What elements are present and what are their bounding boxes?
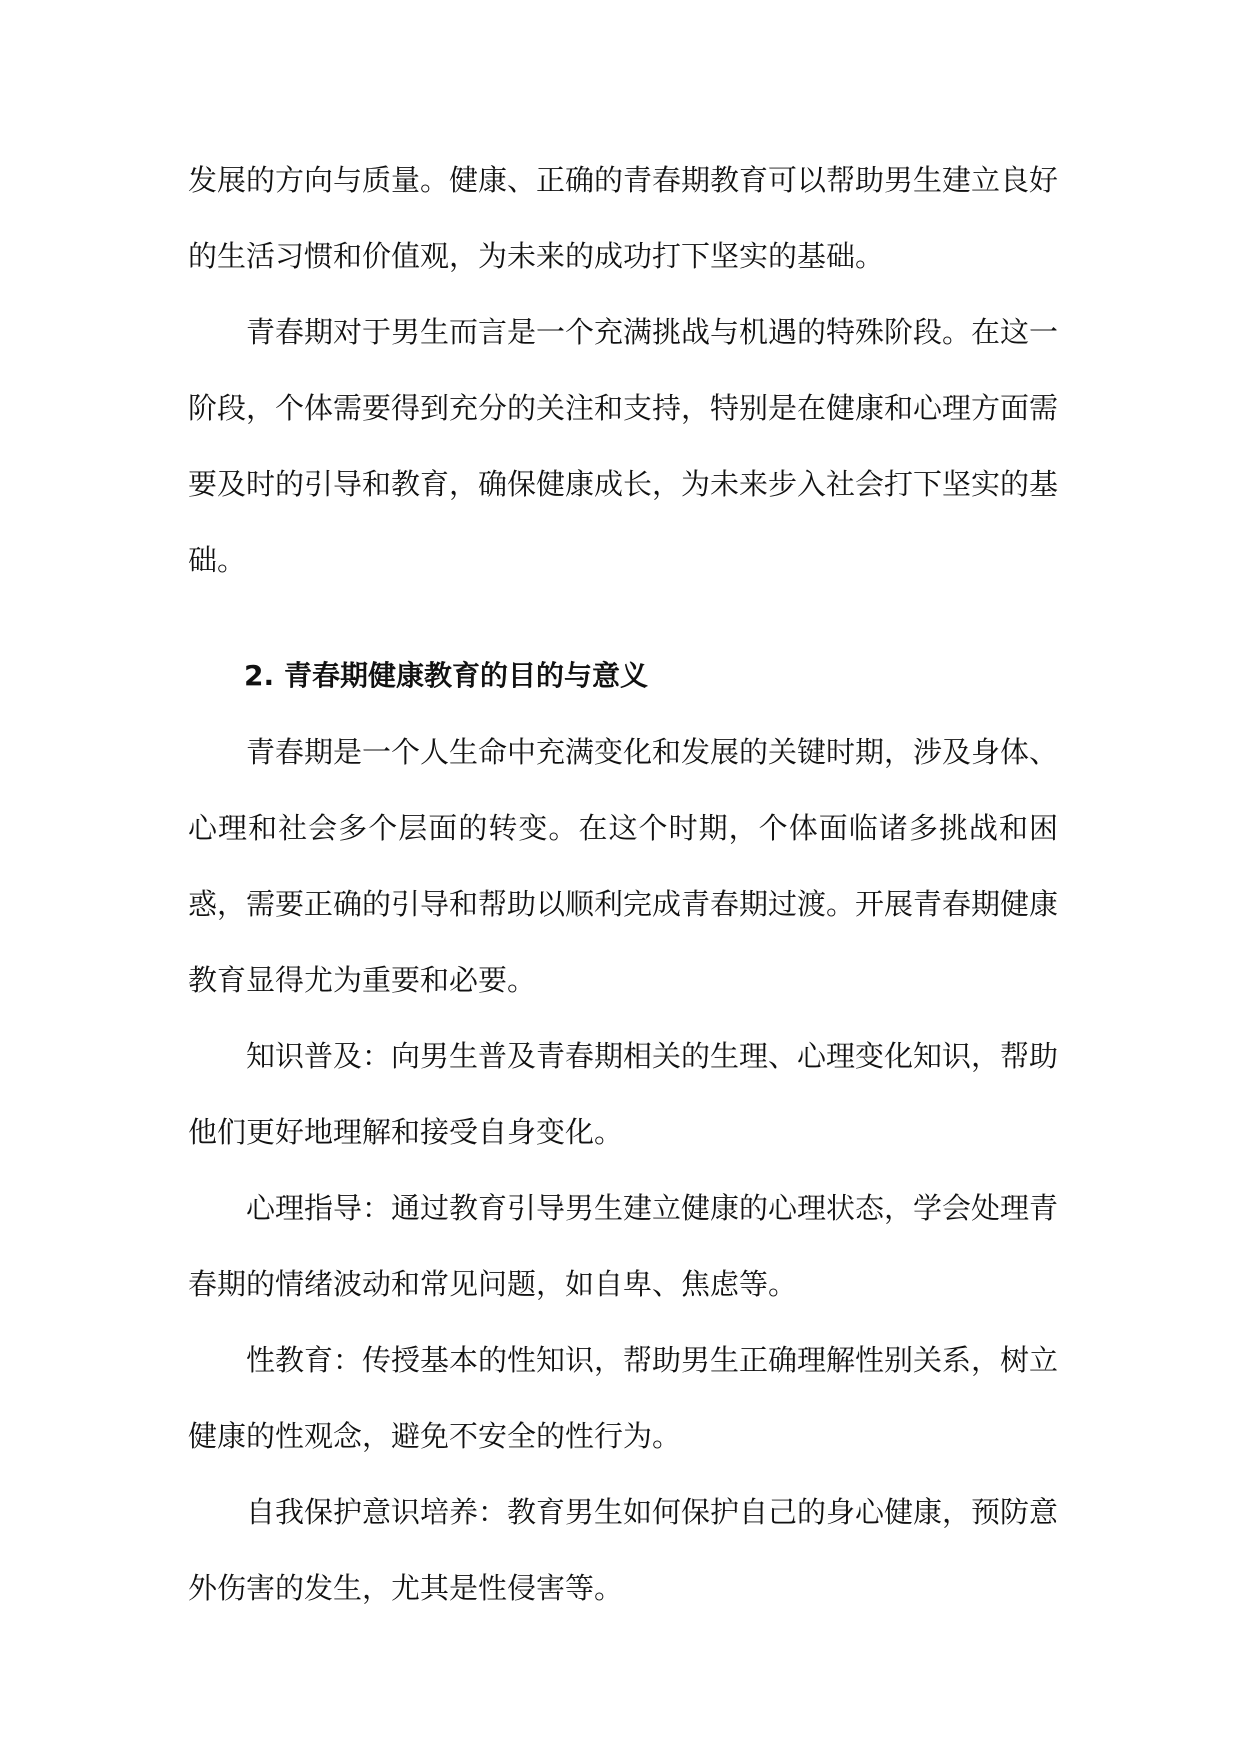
paragraph-self-protection: 自我保护意识培养：教育男生如何保护自己的身心健康，预防意外伤害的发生，尤其是性侵害等。: [188, 1495, 1059, 1605]
paragraph: 青春期对于男生而言是一个充满挑战与机遇的特殊阶段。在这一阶段，个体需要得到充分的关注和支持，特别是在健康和心理方面需要及时的引导和教育，确保健康成长，为未来步入社会打下坚实的基础。: [188, 315, 1059, 577]
paragraph-sex-education: 性教育：传授基本的性知识，帮助男生正确理解性别关系，树立健康的性观念，避免不安全的性行为。: [188, 1343, 1059, 1453]
paragraph: 青春期是一个人生命中充满变化和发展的关键时期，涉及身体、心理和社会多个层面的转变。在这个时期，个体面临诸多挑战和困惑，需要正确的引导和帮助以顺利完成青春期过渡。开展青春期健康教育显得尤为重要和必要。: [188, 735, 1059, 997]
document-body: [188, 142, 1058, 1626]
section-number: 2.: [244, 659, 275, 692]
paragraph-continuation: 发展的方向与质量。健康、正确的青春期教育可以帮助男生建立良好的生活习惯和价值观，为未来的成功打下坚实的基础。: [188, 163, 1059, 273]
section-heading: [188, 638, 1058, 714]
paragraph-psychology: 心理指导：通过教育引导男生建立健康的心理状态，学会处理青春期的情绪波动和常见问题，如自卑、焦虑等。: [188, 1191, 1059, 1301]
paragraph-knowledge: 知识普及：向男生普及青春期相关的生理、心理变化知识，帮助他们更好地理解和接受自身变化。: [188, 1039, 1059, 1149]
section-title: 青春期健康教育的目的与意义: [284, 659, 649, 692]
